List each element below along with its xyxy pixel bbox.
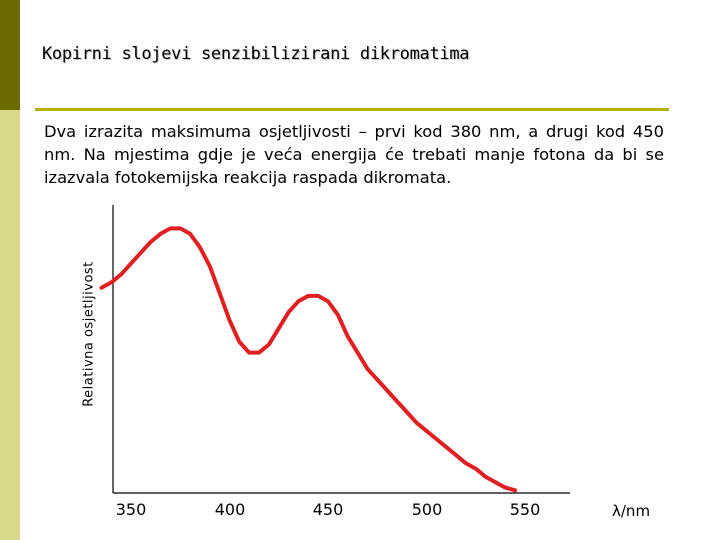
y-axis-label: Relativna osjetljivost — [81, 261, 97, 407]
slide-title: Kopirni slojevi senzibilizirani dikromatima — [42, 44, 470, 64]
x-tick-label: 500 — [411, 500, 443, 519]
sensitivity-curve — [102, 228, 516, 490]
x-axis-label: λ/nm — [612, 502, 651, 520]
x-tick-label: 550 — [509, 500, 541, 519]
slide-body-text: Dva izrazita maksimuma osjetljivosti – prvi kod 380 nm, a drugi kod 450 nm. Na mjestima gdje je veća energija će trebati manje fotona da bi se izazvala fotokemijska reakcija raspada dikromata. — [44, 122, 664, 187]
x-tick-label: 450 — [312, 500, 344, 519]
x-tick-label: 400 — [214, 500, 246, 519]
x-tick-label: 350 — [115, 500, 147, 519]
